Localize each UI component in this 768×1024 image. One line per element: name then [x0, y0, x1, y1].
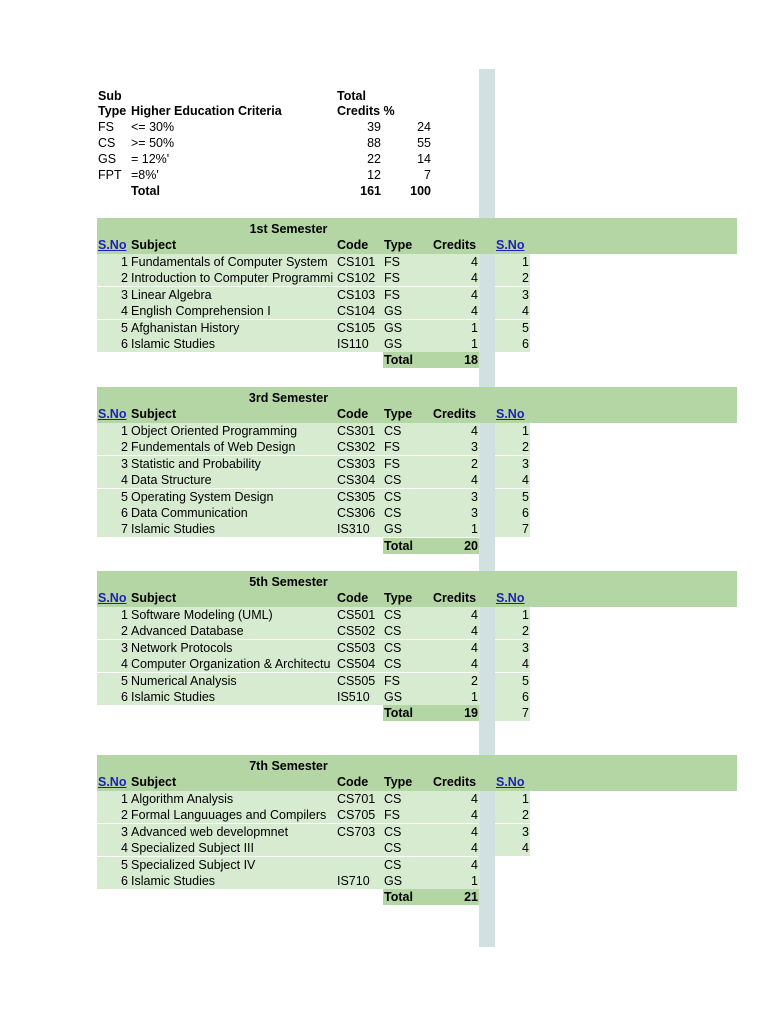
summary-type: FS [98, 120, 114, 134]
right-sno-value: 4 [522, 473, 529, 488]
row-sno: 4 [121, 304, 128, 319]
row-sno: 3 [121, 640, 128, 655]
row-type: CS [384, 489, 402, 504]
right-sno-header-link[interactable]: S.No [496, 238, 525, 252]
row-subject: Statistic and Probability [131, 456, 261, 471]
subject-header: Subject [131, 407, 177, 421]
right-sno-value: 6 [522, 337, 529, 351]
row-type: CS [384, 506, 402, 520]
summary-header-total: Total [337, 89, 366, 103]
row-type: GS [384, 522, 403, 537]
semester-title: 7th Semester [249, 759, 328, 773]
row-code: CS505 [337, 673, 376, 688]
column-divider [479, 69, 495, 947]
credits-header: Credits [433, 591, 477, 605]
row-sno: 1 [121, 608, 128, 622]
row-type: CS [384, 640, 402, 655]
row-credits: 2 [471, 456, 478, 471]
row-code: CS504 [337, 657, 376, 672]
right-sno-value: 7 [522, 522, 529, 537]
right-sno-header-link[interactable]: S.No [496, 591, 525, 605]
row-code: CS703 [337, 824, 376, 839]
row-credits: 4 [471, 271, 478, 286]
row-code: IS110 [337, 337, 369, 351]
semester-total-label: Total [384, 706, 413, 721]
row-sno: 3 [121, 287, 128, 302]
right-sno-header-link[interactable]: S.No [496, 775, 525, 789]
row-subject: Afghanistan History [131, 320, 240, 335]
row-code: IS510 [337, 690, 370, 704]
right-sno-value: 6 [522, 690, 529, 704]
row-credits: 4 [471, 304, 478, 319]
row-sno: 4 [121, 473, 128, 488]
summary-criteria: = 12%' [131, 152, 170, 166]
semester-title: 1st Semester [249, 222, 328, 236]
row-subject: Numerical Analysis [131, 673, 237, 688]
type-header: Type [384, 238, 413, 252]
row-credits: 4 [471, 841, 478, 856]
right-sno-value: 2 [522, 808, 529, 823]
semester-total-label: Total [384, 353, 413, 368]
row-sno: 2 [121, 808, 128, 823]
summary-total-credits: 161 [360, 184, 381, 198]
row-type: FS [384, 808, 400, 823]
summary-criteria: >= 50% [131, 136, 175, 150]
summary-header-credits: Credits % [337, 104, 395, 118]
row-code: IS710 [337, 874, 370, 888]
subject-header: Subject [131, 775, 177, 789]
row-subject: Islamic Studies [131, 337, 216, 351]
summary-percent: 14 [417, 152, 431, 166]
semester-total-label: Total [384, 890, 413, 905]
row-credits: 4 [471, 287, 478, 302]
row-credits: 3 [471, 506, 478, 520]
semester-total-credits: 18 [464, 353, 478, 368]
row-credits: 4 [471, 624, 478, 639]
row-subject: Object Oriented Programming [131, 424, 298, 438]
row-credits: 4 [471, 808, 478, 823]
row-credits: 1 [471, 522, 478, 537]
row-type: CS [384, 857, 402, 872]
row-subject: Advanced Database [131, 624, 244, 639]
row-subject: English Comprehension I [131, 304, 271, 319]
row-credits: 1 [471, 337, 478, 351]
summary-header-criteria: Higher Education Criteria [131, 104, 282, 118]
row-type: CS [384, 792, 402, 806]
row-credits: 4 [471, 473, 478, 488]
row-credits: 4 [471, 608, 478, 622]
row-code: CS304 [337, 473, 376, 488]
summary-criteria: <= 30% [131, 120, 175, 134]
row-sno: 5 [121, 673, 128, 688]
credits-header: Credits [433, 407, 477, 421]
row-subject: Islamic Studies [131, 874, 216, 888]
row-sno: 5 [121, 857, 128, 872]
credits-header: Credits [433, 238, 477, 252]
summary-header-sub: Sub [98, 89, 122, 103]
row-type: CS [384, 473, 402, 488]
right-sno-value: 1 [522, 608, 529, 622]
code-header: Code [337, 407, 369, 421]
subject-header: Subject [131, 591, 177, 605]
row-subject: Specialized Subject III [131, 841, 254, 856]
right-sno-value: 4 [522, 841, 529, 856]
row-credits: 4 [471, 824, 478, 839]
summary-percent: 24 [417, 120, 431, 134]
row-type: CS [384, 657, 402, 672]
right-sno-value: 4 [522, 304, 529, 319]
semester-total-credits: 19 [464, 706, 478, 721]
row-sno: 1 [121, 424, 128, 438]
row-type: CS [384, 824, 402, 839]
row-code: IS310 [337, 522, 370, 537]
summary-percent: 55 [417, 136, 431, 150]
code-header: Code [337, 775, 369, 789]
semester-total-credits: 20 [464, 538, 478, 553]
row-type: CS [384, 608, 402, 622]
type-header: Type [384, 407, 413, 421]
type-header: Type [384, 775, 413, 789]
summary-credits: 12 [367, 168, 381, 182]
row-sno: 7 [121, 522, 128, 537]
row-sno: 6 [121, 874, 128, 888]
summary-type: FPT [98, 168, 122, 182]
row-subject: Linear Algebra [131, 287, 212, 302]
right-sno-value: 3 [522, 287, 529, 302]
summary-header-type: Type [98, 104, 127, 118]
row-sno: 4 [121, 657, 128, 672]
right-sno-value: 3 [522, 456, 529, 471]
row-sno: 3 [121, 456, 128, 471]
summary-percent: 7 [424, 168, 431, 182]
row-credits: 3 [471, 440, 478, 455]
row-type: CS [384, 624, 402, 639]
row-type: GS [384, 304, 403, 319]
row-sno: 2 [121, 440, 128, 455]
summary-total-label: Total [131, 184, 160, 198]
row-subject: Operating System Design [131, 489, 274, 504]
summary-credits: 22 [367, 152, 381, 166]
row-subject: Specialized Subject IV [131, 857, 256, 872]
row-credits: 2 [471, 673, 478, 688]
row-type: FS [384, 673, 400, 688]
row-credits: 4 [471, 424, 478, 438]
right-sno-value: 1 [522, 424, 529, 438]
row-type: FS [384, 271, 400, 286]
right-sno-value: 2 [522, 440, 529, 455]
credits-header: Credits [433, 775, 477, 789]
type-header: Type [384, 591, 413, 605]
row-subject: Computer Organization & Architectu [131, 657, 331, 672]
row-type: CS [384, 424, 402, 438]
code-header: Code [337, 238, 369, 252]
right-sno-value: 1 [522, 255, 529, 269]
code-header: Code [337, 591, 369, 605]
right-sno-value: 5 [522, 489, 529, 504]
right-sno-value: 2 [522, 624, 529, 639]
row-subject: Network Protocols [131, 640, 233, 655]
summary-total-percent: 100 [410, 184, 431, 198]
row-subject: Fundementals of Web Design [131, 440, 296, 455]
right-sno-header-link[interactable]: S.No [496, 407, 525, 421]
row-sno: 1 [121, 255, 128, 269]
row-type: FS [384, 287, 400, 302]
row-subject: Data Communication [131, 506, 248, 520]
sno-header-link[interactable]: S.No [98, 238, 127, 252]
right-sno-value: 6 [522, 506, 529, 520]
row-code: CS306 [337, 506, 376, 520]
row-code: CS301 [337, 424, 376, 438]
summary-criteria: =8%' [131, 168, 159, 182]
row-sno: 6 [121, 337, 128, 351]
right-sno-value: 2 [522, 271, 529, 286]
row-code: CS303 [337, 456, 376, 471]
row-subject: Algorithm Analysis [131, 792, 234, 806]
right-sno-value: 5 [522, 320, 529, 335]
row-subject: Software Modeling (UML) [131, 608, 273, 622]
right-sno-value: 7 [522, 706, 529, 721]
row-code: CS502 [337, 624, 376, 639]
row-credits: 3 [471, 489, 478, 504]
semester-total-label: Total [384, 538, 413, 553]
row-subject: Introduction to Computer Programmi [131, 271, 334, 286]
row-credits: 4 [471, 657, 478, 672]
row-code: CS103 [337, 287, 376, 302]
row-type: GS [384, 320, 403, 335]
row-code: CS101 [337, 255, 376, 269]
right-sno-value: 3 [522, 640, 529, 655]
semester-total-credits: 21 [464, 890, 478, 905]
right-sno-value: 3 [522, 824, 529, 839]
row-subject: Formal Languuages and Compilers [131, 808, 327, 823]
row-code: CS501 [337, 608, 376, 622]
semester-title: 5th Semester [249, 575, 328, 589]
row-credits: 4 [471, 792, 478, 806]
row-code: CS305 [337, 489, 376, 504]
summary-type: CS [98, 136, 116, 150]
row-type: FS [384, 255, 400, 269]
row-type: GS [384, 337, 403, 351]
row-credits: 1 [471, 320, 478, 335]
row-code: CS503 [337, 640, 376, 655]
row-code: CS104 [337, 304, 376, 319]
summary-credits: 88 [367, 136, 381, 150]
row-sno: 1 [121, 792, 128, 806]
row-code: CS705 [337, 808, 376, 823]
row-sno: 6 [121, 506, 128, 520]
row-type: GS [384, 690, 403, 704]
row-credits: 4 [471, 640, 478, 655]
row-sno: 2 [121, 624, 128, 639]
summary-type: GS [98, 152, 117, 166]
row-type: GS [384, 874, 403, 888]
row-credits: 4 [471, 857, 478, 872]
row-credits: 1 [471, 690, 478, 704]
row-subject: Data Structure [131, 473, 212, 488]
row-subject: Advanced web developmnet [131, 824, 289, 839]
row-sno: 5 [121, 489, 128, 504]
row-type: FS [384, 456, 400, 471]
summary-credits: 39 [367, 120, 381, 134]
sno-header-link[interactable]: S.No [98, 775, 127, 789]
row-subject: Islamic Studies [131, 690, 216, 704]
right-sno-value: 1 [522, 792, 529, 806]
sno-header-link[interactable]: S.No [98, 407, 127, 421]
row-code: CS105 [337, 320, 376, 335]
row-code: CS102 [337, 271, 376, 286]
row-sno: 2 [121, 271, 128, 286]
semester-title: 3rd Semester [248, 391, 329, 405]
right-sno-value: 5 [522, 673, 529, 688]
row-sno: 6 [121, 690, 128, 704]
row-sno: 3 [121, 824, 128, 839]
row-code: CS302 [337, 440, 376, 455]
subject-header: Subject [131, 238, 177, 252]
sno-header-link[interactable]: S.No [98, 591, 127, 605]
row-type: CS [384, 841, 402, 856]
row-credits: 1 [471, 874, 478, 888]
right-sno-value: 4 [522, 657, 529, 672]
row-sno: 4 [121, 841, 128, 856]
row-subject: Islamic Studies [131, 522, 216, 537]
row-type: FS [384, 440, 400, 455]
row-credits: 4 [471, 255, 478, 269]
row-subject: Fundamentals of Computer System [131, 255, 328, 269]
row-sno: 5 [121, 320, 128, 335]
row-code: CS701 [337, 792, 376, 806]
